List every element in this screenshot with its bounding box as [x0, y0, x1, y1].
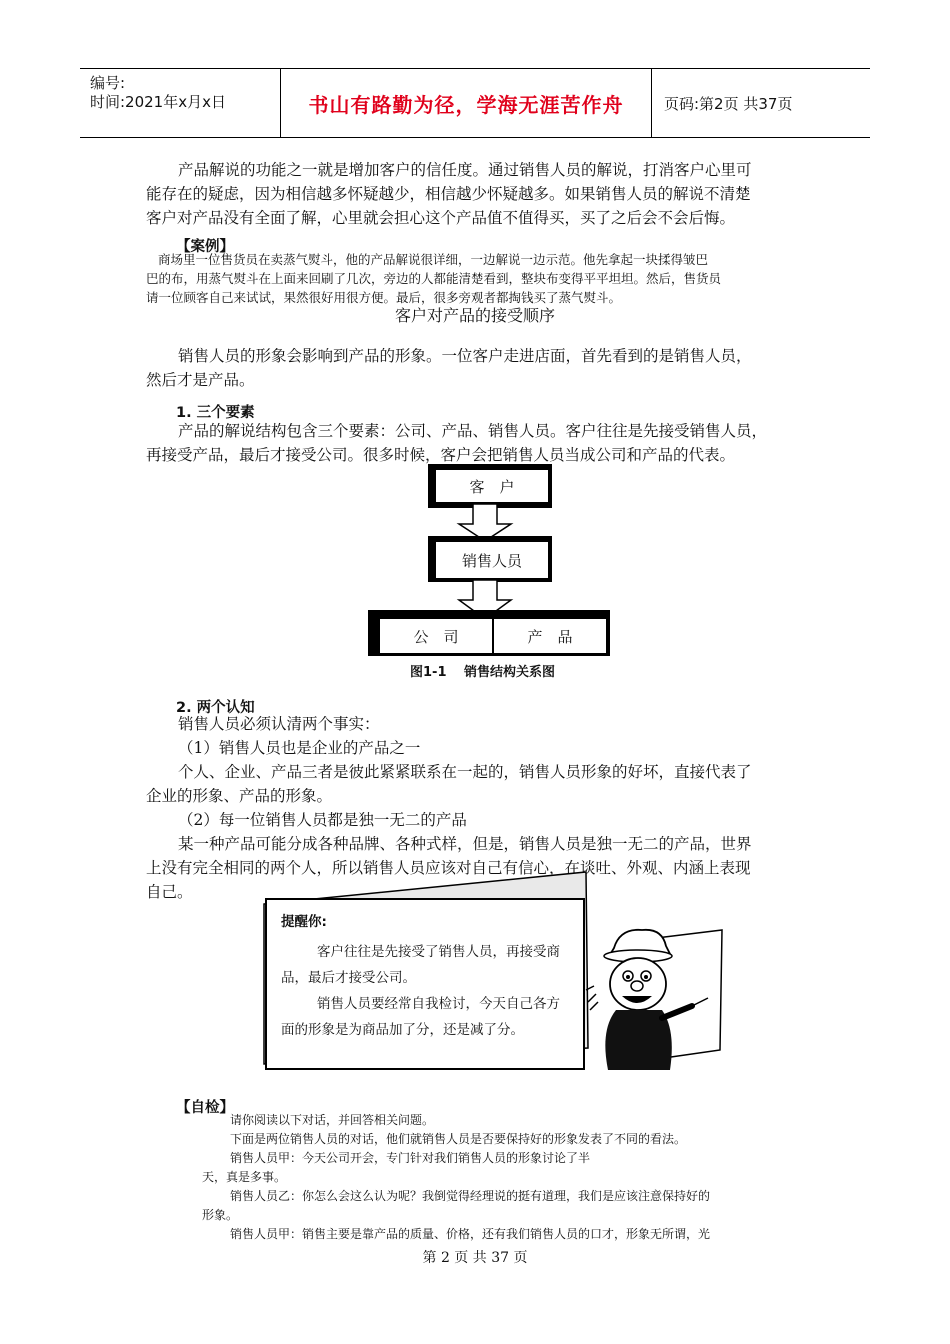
case-line: 巴的布，用蒸气熨斗在上面来回刷了几次，旁边的人都能清楚看到，整块布变得平平坦坦。然后，售货员	[146, 271, 722, 286]
three-elements-heading: 1. 三个要素	[176, 405, 255, 421]
self-check-line: 形象。	[202, 1208, 239, 1222]
company-label: 公 司	[413, 627, 459, 646]
product-box	[492, 617, 608, 655]
intro-line: 产品解说的功能之一就是增加客户的信任度。通过销售人员的解说，打消客户心里可	[178, 161, 752, 179]
case-line: 商场里一位售货员在卖蒸气熨斗，他的产品解说很详细，一边解说一边示范。他先拿起一块揉得皱巴	[158, 252, 709, 267]
case-heading: 【案例】	[176, 239, 234, 255]
reminder-line: 客户往往是先接受了销售人员，再接受商	[317, 944, 560, 960]
cognition-line: 自己。	[146, 883, 193, 901]
page-footer: 第 2 页 共 37 页	[422, 1250, 528, 1266]
cognition-line: （2）每一位销售人员都是独一无二的产品	[178, 811, 467, 829]
self-check-line: 销售人员乙：你怎么会这么认为呢？我倒觉得经理说的挺有道理，我们是应该注意保持好的	[230, 1189, 711, 1203]
case-text	[146, 250, 810, 307]
page-header	[80, 68, 870, 138]
salesperson-box	[434, 540, 550, 580]
company-box	[378, 617, 494, 655]
three-elements-line: 再接受产品，最后才接受公司。很多时候，客户会把销售人员当成公司和产品的代表。	[146, 446, 736, 464]
diagram-caption: 图1-1 销售结构关系图	[410, 665, 556, 680]
cartoon-salesman-icon	[580, 910, 730, 1080]
three-elements-text	[146, 419, 810, 467]
salesperson-label: 销售人员	[461, 551, 522, 570]
product-label: 产 品	[527, 627, 573, 646]
case-line: 请一位顾客自己来试试，果然很好用很方便。最后，很多旁观者都掏钱买了蒸气熨斗。	[146, 290, 622, 305]
self-check-line: 请你阅读以下对话，并回答相关问题。	[230, 1113, 435, 1127]
self-check-line: 下面是两位销售人员的对话，他们就销售人员是否要保持好的形象发表了不同的看法。	[230, 1132, 687, 1146]
motto: 书山有路勤为径，学海无涯苦作舟	[308, 92, 624, 117]
customer-label: 客 户	[469, 477, 515, 496]
intro-line: 能存在的疑虑，因为相信越多怀疑越少，相信越少怀疑越多。如果销售人员的解说不清楚	[146, 185, 751, 203]
reminder-line: 品，最后才接受公司。	[281, 970, 416, 986]
reminder-line: 面的形象是为商品加了分，还是减了分。	[281, 1022, 524, 1038]
cognition-line: 企业的形象、产品的形象。	[146, 787, 333, 805]
intro-line: 客户对产品没有全面了解，心里就会担心这个产品值不值得买，买了之后会不会后悔。	[146, 209, 736, 227]
section-title: 客户对产品的接受顺序	[394, 306, 555, 325]
cognition-line: （1）销售人员也是企业的产品之一	[178, 739, 421, 757]
page-label: 页码:第2页 共37页	[664, 94, 793, 113]
self-check-line: 销售人员甲：今天公司开会，专门针对我们销售人员的形象讨论了半	[230, 1151, 591, 1165]
header-page-cell	[652, 69, 870, 137]
cognition-line: 某一种产品可能分成各种品牌、各种式样，但是，销售人员是独一无二的产品，世界	[178, 835, 752, 853]
image-line: 销售人员的形象会影响到产品的形象。一位客户走进店面，首先看到的是销售人员，	[178, 347, 752, 365]
reminder-title: 提醒你:	[281, 914, 327, 930]
reminder-card	[265, 898, 585, 1070]
image-paragraph	[146, 344, 810, 392]
cognition-line: 个人、企业、产品三者是彼此紧紧联系在一起的，销售人员形象的好坏，直接代表了	[178, 763, 752, 781]
three-elements-line: 产品的解说结构包含三个要素：公司、产品、销售人员。客户往往是先接受销售人员，	[178, 422, 768, 440]
number-label: 编号:	[90, 74, 126, 92]
intro-paragraph	[146, 158, 810, 230]
self-check-line: 天，真是多事。	[202, 1170, 287, 1184]
reminder-line: 销售人员要经常自我检讨，今天自己各方	[317, 996, 560, 1012]
self-check-heading: 【自检】	[176, 1100, 234, 1116]
customer-box	[434, 468, 550, 504]
cognition-line: 销售人员必须认清两个事实：	[178, 715, 380, 733]
two-cognitions-heading: 2. 两个认知	[176, 700, 255, 716]
time-label: 时间:2021年x月x日	[90, 93, 226, 111]
self-check-line: 销售人员甲：销售主要是靠产品的质量、价格，还有我们销售人员的口才，形象无所谓，光	[230, 1227, 711, 1241]
image-line: 然后才是产品。	[146, 371, 255, 389]
self-check-text	[202, 1111, 822, 1244]
cognition-line: 上没有完全相同的两个人，所以销售人员应该对自己有信心，在谈吐、外观、内涵上表现	[146, 859, 751, 877]
header-motto-cell	[281, 69, 652, 137]
header-meta-cell	[80, 69, 281, 137]
